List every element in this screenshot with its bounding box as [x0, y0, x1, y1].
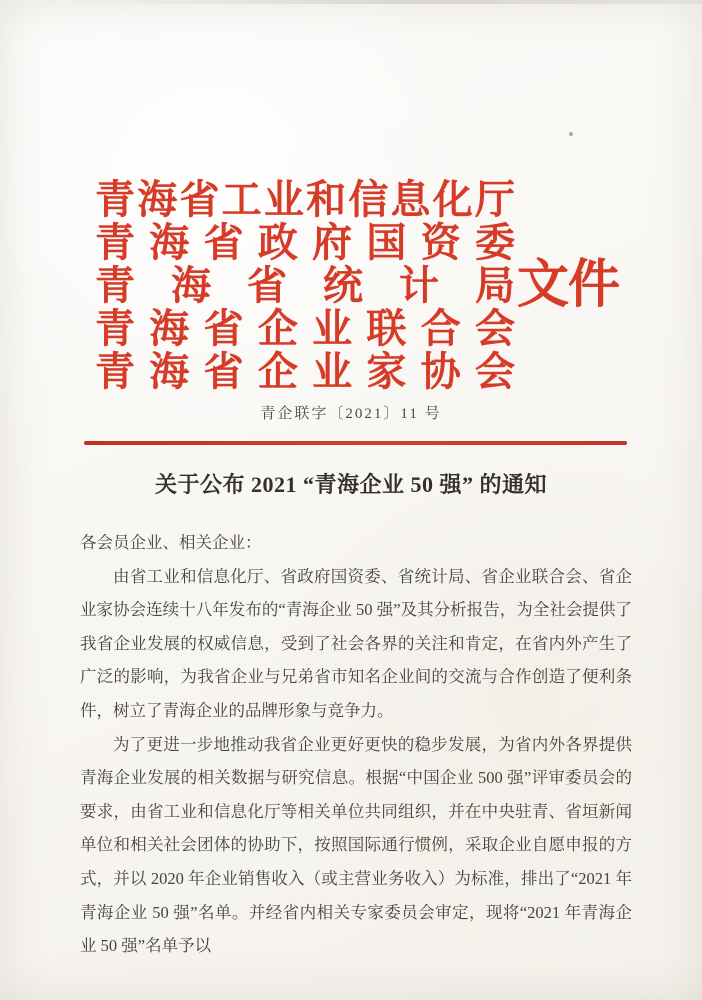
salutation: 各会员企业、相关企业：	[80, 533, 262, 552]
letterhead-agencies	[95, 178, 515, 393]
agency-name-1: 青 海 省 工 业 和 信 息 化 厅	[95, 177, 515, 222]
body-paragraph-1: 由省工业和信息化厅、省政府国资委、省统计局、省企业联合会、省企业家协会连续十八年发布的“青海企业 50 强”及其分析报告，为全社会提供了我省企业发展的权威信息，受到了社会各界的关注和肯定，在省内外产生了广泛的影响，为我省企业与兄弟省市知名企业间的交流与合作创造了便利条件，树立了青海企业的品牌形象与竞争力。	[80, 566, 632, 720]
agency-name-4: 青 海 省 企 业 联 合 会	[95, 306, 515, 351]
letterhead-document-mark: 文件	[517, 256, 620, 314]
document-title: 关于公布 2021 “青海企业 50 强” 的通知	[154, 472, 547, 497]
agency-name-3: 青 海 省 统 计 局	[95, 263, 515, 308]
document-number: 青企联字〔2021〕11 号	[260, 406, 442, 422]
agency-name-5: 青 海 省 企 业 家 协 会	[95, 349, 515, 394]
red-separator-line	[84, 441, 627, 445]
agency-name-2: 青 海 省 政 府 国 资 委	[95, 220, 515, 265]
body-paragraph-2: 为了更进一步地推动我省企业更好更快的稳步发展，为省内外各界提供青海企业发展的相关数据与研究信息。根据“中国企业 500 强”评审委员会的要求，由省工业和信息化厅等相关单位共同组织，并在中央驻青、省垣新闻单位和相关社会团体的协助下，按照国际通行惯例，采取企业自愿申报的方式，并以 2020 年企业销售收入（或主营业务收入）为标准，排出了“2021 年青海企业 50 强”名单。并经省内相关专家委员会审定，现将“2021 年青海企业 50 强”名单予以	[80, 734, 632, 956]
paper-speck	[569, 132, 573, 136]
document-body	[80, 526, 632, 963]
letterhead	[95, 178, 619, 393]
